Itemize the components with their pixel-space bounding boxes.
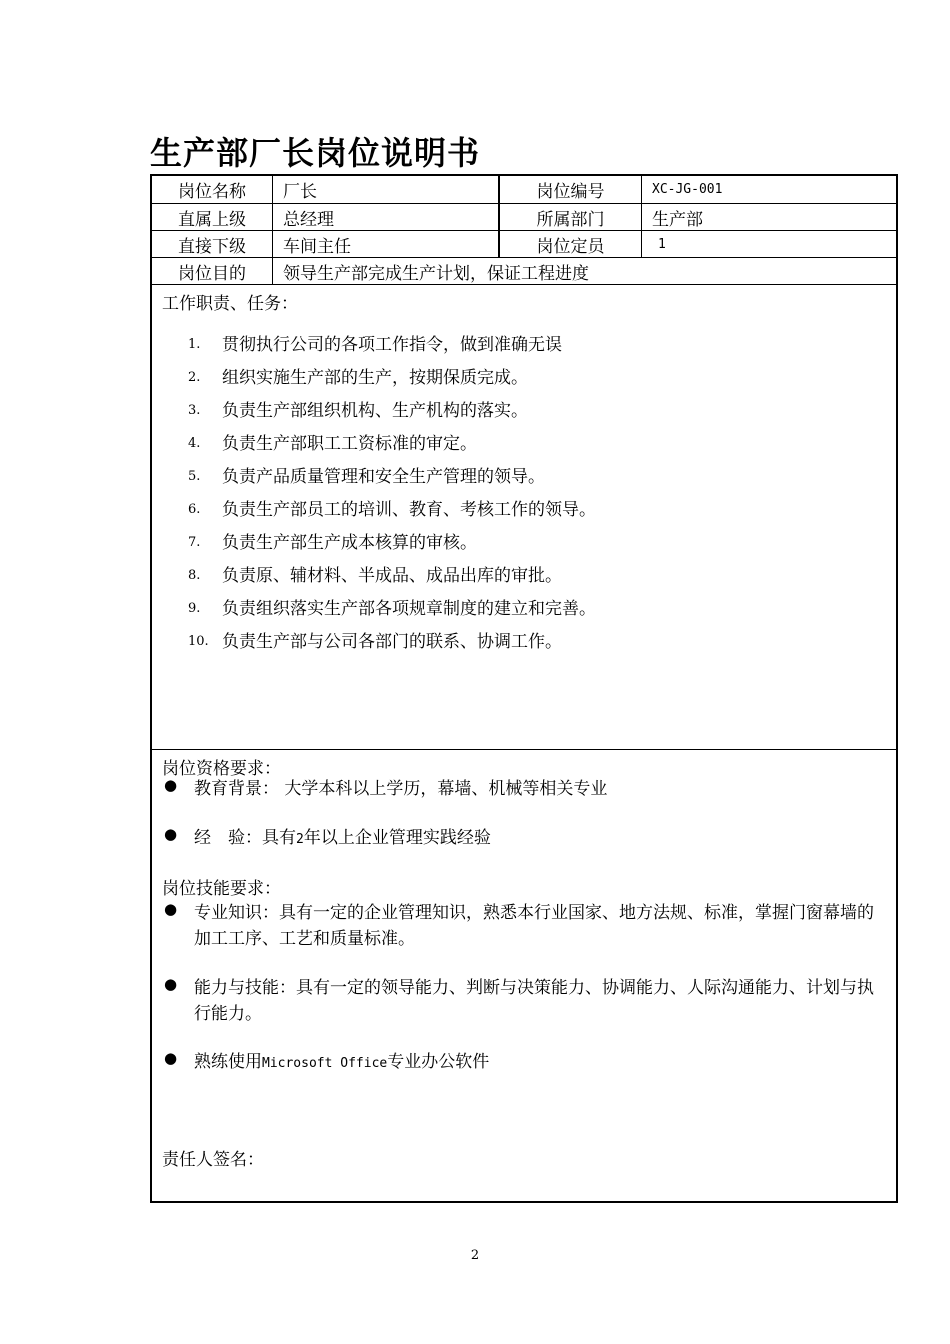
list-text: 负责组织落实生产部各项规章制度的建立和完善。	[222, 599, 596, 619]
list-text: 负责原、辅材料、半成品、成品出库的审批。	[222, 566, 562, 586]
table-row	[152, 258, 896, 285]
value-job-code: XC-JG-001	[641, 176, 896, 203]
label-job-name: 岗位名称	[178, 182, 246, 202]
list-number: 1.	[188, 337, 201, 352]
page-number: 2	[470, 1248, 480, 1263]
list-text: 专业知识：具有一定的企业管理知识，熟悉本行业国家、地方法规、标准，掌握门窗幕墙的加工工序、工艺和质量标准。	[194, 903, 874, 949]
text-software: Microsoft Office	[262, 1056, 388, 1071]
list-number: 6.	[188, 502, 201, 517]
table-row	[152, 204, 896, 231]
text-part: 经 验：具有	[194, 828, 296, 848]
label-purpose: 岗位目的	[178, 263, 246, 284]
list-item	[152, 563, 896, 589]
label-subordinate: 直接下级	[178, 236, 246, 257]
value-superior: 总经理	[272, 204, 498, 230]
list-number: 4.	[188, 436, 201, 451]
list-text: 负责生产部与公司各部门的联系、协调工作。	[222, 632, 562, 652]
list-item	[152, 332, 896, 358]
list-text: 能力与技能：具有一定的领导能力、判断与决策能力、协调能力、人际沟通能力、计划与执行能力。	[194, 978, 874, 1024]
list-text: 教育背景： 大学本科以上学历，幕墙、机械等相关专业	[194, 779, 608, 799]
requirements-section	[152, 750, 896, 1201]
list-item	[152, 596, 896, 622]
list-text: 负责生产部生产成本核算的审核。	[222, 533, 477, 553]
list-item	[152, 365, 896, 391]
table-row	[152, 176, 896, 204]
signature-label: 责任人签名：	[162, 1150, 264, 1170]
text-part: 年以上企业管理实践经验	[303, 828, 491, 848]
list-item	[152, 497, 896, 523]
text-part: 熟练使用	[194, 1052, 262, 1072]
list-number: 3.	[188, 403, 201, 418]
text-number: 2	[296, 832, 304, 847]
value-department: 生产部	[641, 204, 896, 230]
label-job-code: 岗位编号	[498, 176, 641, 203]
table-row	[152, 231, 896, 258]
list-item	[152, 464, 896, 490]
list-text	[194, 825, 886, 853]
value-job-name: 厂长	[272, 176, 498, 203]
duties-section	[152, 285, 896, 750]
list-item	[152, 398, 896, 424]
bullet-icon: ●	[164, 975, 178, 993]
list-number: 10.	[188, 634, 209, 649]
duties-title: 工作职责、任务：	[162, 294, 298, 314]
list-number: 9.	[188, 601, 201, 616]
list-text: 负责生产部职工工资标准的审定。	[222, 434, 477, 454]
bullet-icon: ●	[164, 825, 178, 843]
value-subordinate: 车间主任	[272, 231, 498, 257]
list-item	[152, 431, 896, 457]
list-item	[152, 530, 896, 556]
label-department: 所属部门	[498, 204, 641, 230]
page-title: 生产部厂长岗位说明书	[150, 134, 481, 172]
list-number: 5.	[188, 469, 201, 484]
value-purpose: 领导生产部完成生产计划，保证工程进度	[272, 258, 896, 284]
label-headcount: 岗位定员	[498, 231, 641, 257]
list-text: 贯彻执行公司的各项工作指令，做到准确无误	[222, 335, 562, 355]
bullet-icon: ●	[164, 776, 178, 794]
skills-title: 岗位技能要求：	[162, 879, 281, 899]
list-text: 组织实施生产部的生产，按期保质完成。	[222, 368, 528, 388]
list-number: 7.	[188, 535, 201, 550]
list-text: 负责生产部组织机构、生产机构的落实。	[222, 401, 528, 421]
text-part: 专业办公软件	[387, 1052, 490, 1072]
value-headcount: 1	[641, 231, 896, 257]
job-description-table	[150, 174, 898, 1203]
list-number: 2.	[188, 370, 201, 385]
list-text: 负责产品质量管理和安全生产管理的领导。	[222, 467, 545, 487]
list-number: 8.	[188, 568, 201, 583]
list-text: 负责生产部员工的培训、教育、考核工作的领导。	[222, 500, 596, 520]
list-text	[194, 1049, 886, 1077]
list-item	[152, 629, 896, 655]
qualifications-title: 岗位资格要求：	[162, 759, 281, 779]
bullet-icon: ●	[164, 900, 178, 918]
bullet-icon: ●	[164, 1049, 178, 1067]
label-superior: 直属上级	[178, 209, 246, 230]
